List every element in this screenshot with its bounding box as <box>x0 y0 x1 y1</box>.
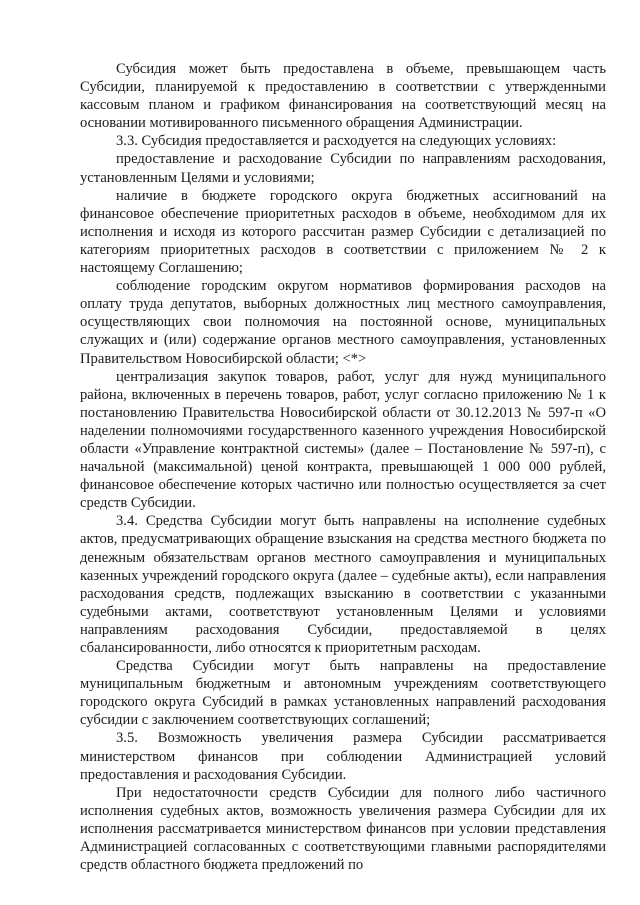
paragraph-institution-subsidies: Средства Субсидии могут быть направлены на предоставление муниципальным бюджетным и автономным учреждениям соответствующего городского округа Субсидий в рамках установленных направлений расходования субсидии с заключением соответствующих соглашений; <box>80 658 606 729</box>
paragraph-3-5: 3.5. Возможность увеличения размера Субсидии рассматривается министерством финансов при соблюдении Администрацией условий предоставления и расходования Субсидии. <box>80 730 606 783</box>
document-page <box>80 60 606 874</box>
paragraph-3-4: 3.4. Средства Субсидии могут быть направлены на исполнение судебных актов, предусматривающих обращение взыскания на средства местного бюджета по денежным обязательствам органов местного самоуправления и муниципальных казенных учреждений городского округа (далее – судебные акты), если направления расходования средств, подлежащих взысканию в соответствии с указанными судебными актами, соответствуют установленным Целями и условиями направлениям расходования Субсидии, предоставляемой в целях сбалансированности, либо относятся к приоритетным расходам. <box>80 513 606 656</box>
paragraph-condition-budget: наличие в бюджете городского округа бюджетных ассигнований на финансовое обеспечение приоритетных расходов в объеме, необходимом для их исполнения и исходя из которого рассчитан размер Субсидии с детализацией по категориям приоритетных расходов в соответствии с приложением № 2 к настоящему Соглашению; <box>80 187 606 277</box>
paragraph-3-3-heading: 3.3. Субсидия предоставляется и расходуется на следующих условиях: <box>116 133 557 150</box>
paragraph-condition-norms: соблюдение городским округом нормативов формирования расходов на оплату труда депутатов, выборных должностных лиц местного самоуправления, осуществляющих свои полномочия на постоянной основе, муниципальных служащих и (или) содержание органов местного самоуправления, установленных Правительством Новосибирской области; <*> <box>80 278 606 367</box>
paragraph-condition-directions: предоставление и расходование Субсидии по направлениям расходования, установленным Целями и условиями; <box>80 151 606 186</box>
paragraph-insufficiency: При недостаточности средств Субсидии для полного либо частичного исполнения судебных актов, возможность увеличения размера Субсидии для их исполнения рассматривается министерством финансов при условии представления Администрацией согласованных с соответствующими главными распорядителями средств областного бюджета предложений по <box>80 784 606 874</box>
paragraph-condition-procurement: централизация закупок товаров, работ, услуг для нужд муниципального района, включенных в перечень товаров, работ, услуг согласно приложению № 1 к постановлению Правительства Новосибирской области от 30.12.2013 № 597-п «О наделении полномочиями государственного казенного учреждения Новосибирской области «Управление контрактной системы» (далее – Постановление № 597-п), с начальной (максимальной) ценой контракта, превышающей 1 000 000 рублей, финансовое обеспечение которых частично или полностью осуществляется за счет средств Субсидии. <box>80 368 606 512</box>
paragraph-subsidy-volume: Субсидия может быть предоставлена в объеме, превышающем часть Субсидии, планируемой к предоставлению в соответствии с утвержденными кассовым планом и графиком финансирования на соответствующий месяц на основании мотивированного письменного обращения Администрации. <box>80 61 606 132</box>
